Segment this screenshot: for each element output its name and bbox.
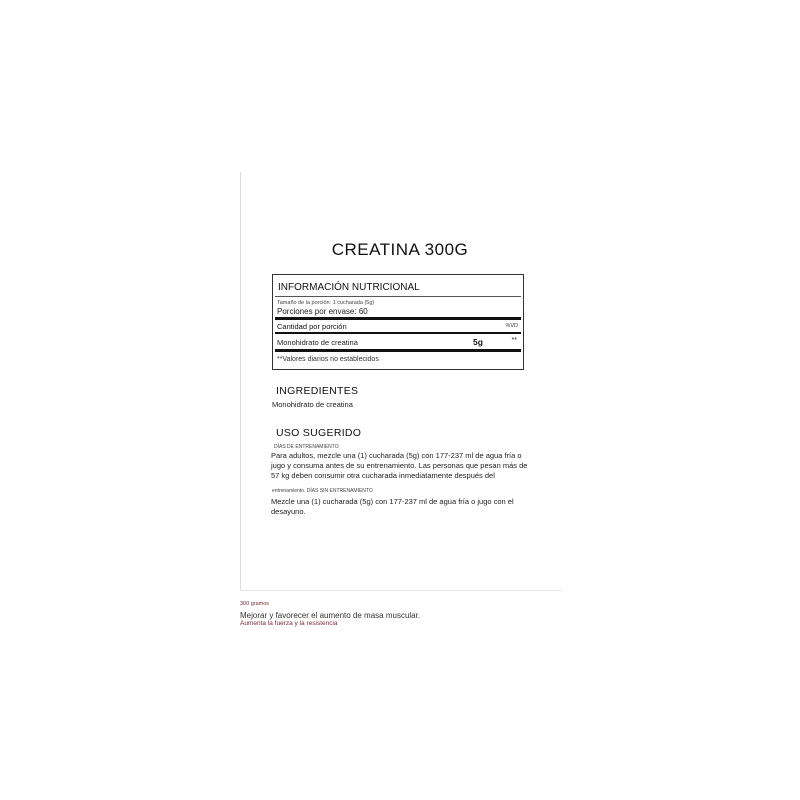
- rest-days-label: entrenamiento. DÍAS SIN ENTRENAMIENTO: [272, 488, 373, 494]
- usage-heading: USO SUGERIDO: [276, 427, 362, 439]
- nutrition-footnote: **Valores diarios no establecidos: [277, 356, 379, 363]
- nutrition-facts-panel: [272, 274, 524, 370]
- benefit-strength: Aumenta la fuerza y la resistencia: [240, 620, 338, 627]
- servings-per-container: Porciones por envase: 60: [277, 307, 368, 316]
- ingredients-text: Monohidrato de creatina: [272, 400, 353, 409]
- daily-value-header: %VD: [505, 323, 518, 329]
- amount-per-serving-header: Cantidad por porción: [277, 322, 347, 331]
- nutrient-daily-value: **: [511, 337, 517, 344]
- product-title: CREATINA 300G: [331, 240, 469, 259]
- net-weight: 300 gramos: [240, 601, 270, 607]
- nutrient-name: Monohidrato de creatina: [277, 338, 358, 347]
- training-days-label: DÍAS DE ENTRENAMIENTO: [274, 444, 339, 450]
- serving-size: Tamaño de la porción: 1 cucharada (5g): [277, 300, 375, 306]
- page-bottom-divider: [240, 590, 562, 591]
- bottom-thick-divider: [275, 349, 521, 352]
- ingredients-heading: INGREDIENTES: [276, 385, 359, 397]
- page-left-divider: [240, 172, 241, 590]
- nutrition-heading: INFORMACIÓN NUTRICIONAL: [278, 282, 420, 293]
- heading-divider: [275, 296, 521, 297]
- benefit-muscle: Mejorar y favorecer el aumento de masa muscular.: [240, 611, 421, 620]
- medium-divider: [275, 332, 521, 334]
- rest-days-text: Mezcle una (1) cucharada (5g) con 177-237 ml de agua fría o jugo con el desayuno.: [271, 497, 514, 516]
- thick-divider: [275, 317, 521, 320]
- nutrient-amount: 5g: [473, 337, 483, 347]
- training-days-text: Para adultos, mezcle una (1) cucharada (5g) con 177-237 ml de agua fría o jugo y consuma antes de su entrenamiento. Las personas que pesan más de 57 kg deben consumir otra cucharada inmediatamente después del: [271, 451, 528, 480]
